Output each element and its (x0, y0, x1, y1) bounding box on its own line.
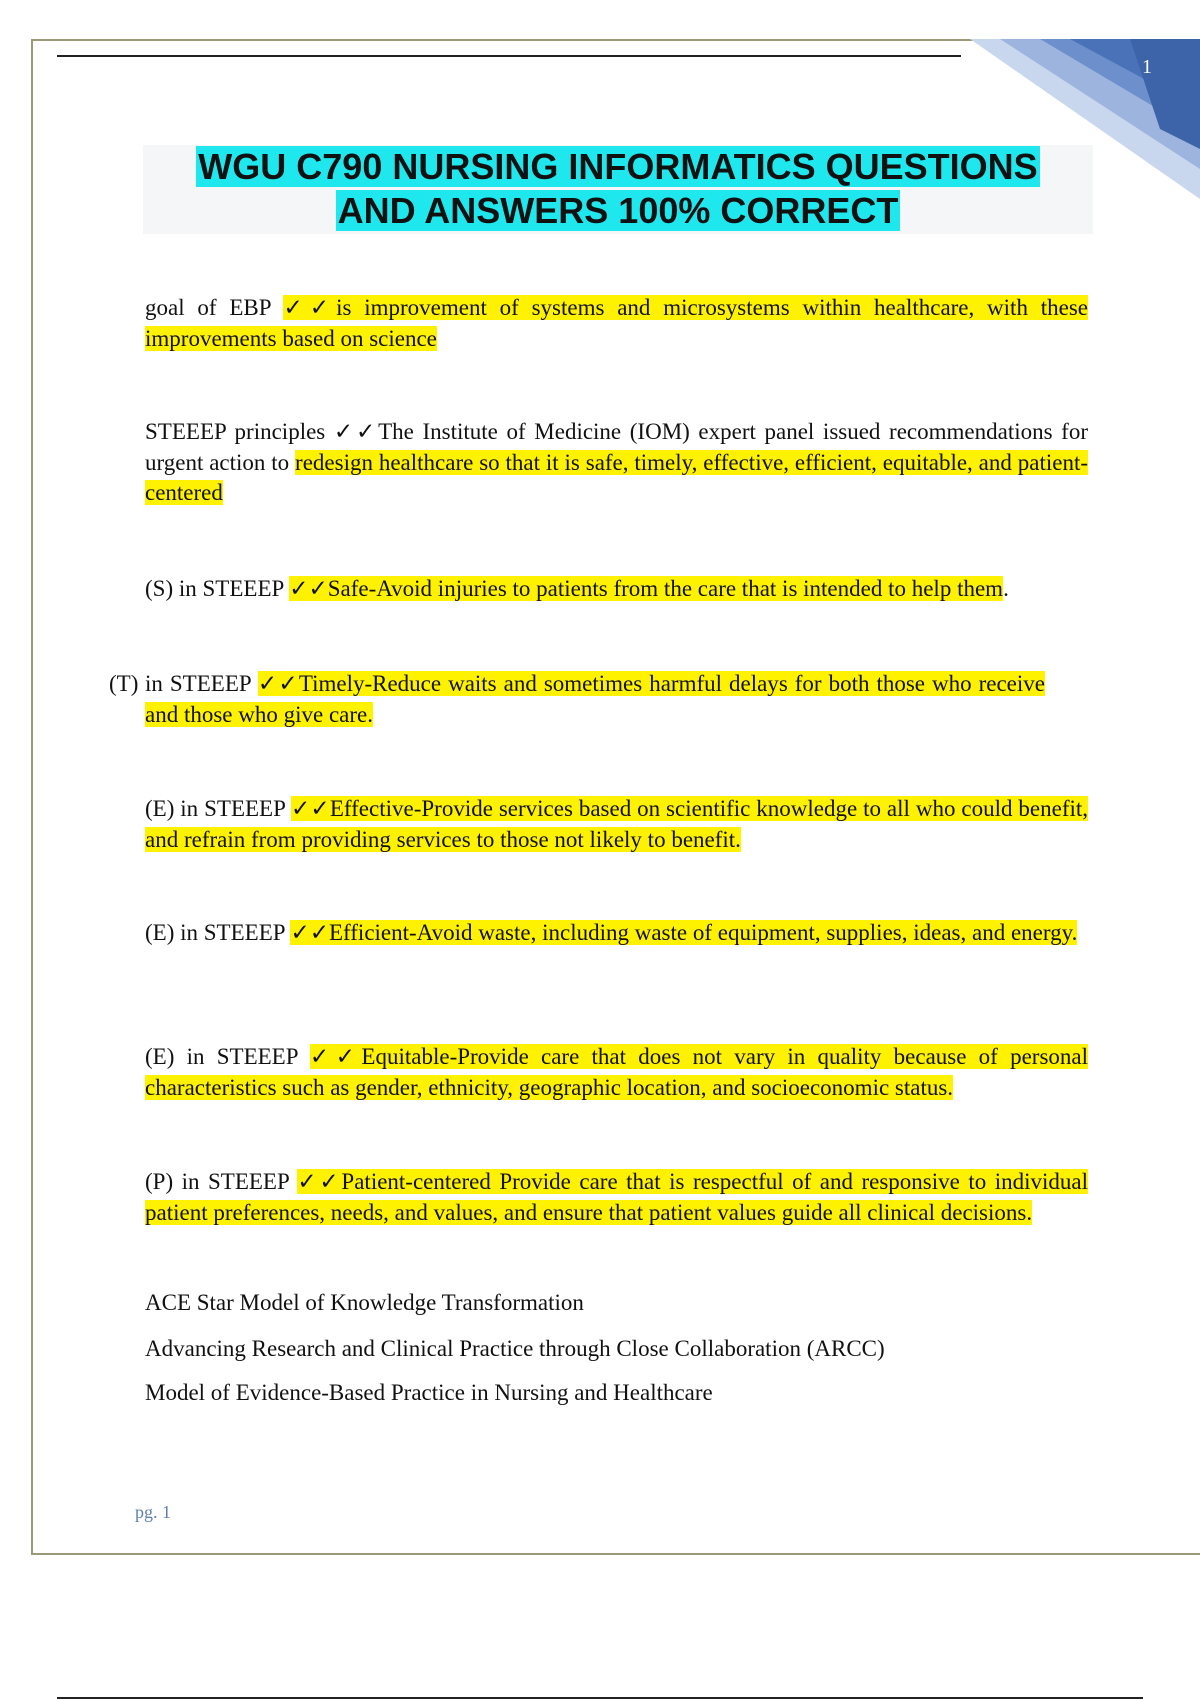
qa-entry (145, 417, 1088, 509)
next-page-rule (57, 1697, 1143, 1699)
title-line-2: AND ANSWERS 100% CORRECT (337, 190, 899, 231)
entry-term: STEEEP principles ✓✓The Institute of Medicine (IOM) expert panel issued recommendations for urgent action to (145, 419, 1088, 475)
model-line: Advancing Research and Clinical Practice through Close Collaboration (ARCC) (145, 1336, 885, 1361)
entry-answer: ✓✓Timely-Reduce waits and sometimes harmful delays for both those who receive and those who give care. (145, 671, 1045, 727)
footer-page-label: pg. 1 (135, 1502, 171, 1522)
qa-entry (145, 918, 1088, 949)
entry-term: (E) in STEEEP (145, 1044, 310, 1069)
entry-answer: ✓✓Safe-Avoid injuries to patients from the care that is intended to help them (289, 576, 1004, 601)
model-line: ACE Star Model of Knowledge Transformation (145, 1290, 584, 1315)
qa-entry (109, 669, 1045, 730)
document-title (143, 145, 1093, 234)
entry-answer: ✓✓Equitable-Provide care that does not vary in quality because of personal characteristics such as gender, ethnicity, geographic location, and socioeconomic status. (145, 1044, 1088, 1100)
entry-term: goal of EBP (145, 295, 284, 320)
qa-entry (145, 574, 1088, 605)
qa-entry (145, 293, 1088, 354)
entry-tail: . (1003, 576, 1009, 601)
entry-term: (E) in STEEEP (145, 920, 291, 945)
entry-term: (P) in STEEEP (145, 1169, 298, 1194)
qa-entry (145, 1167, 1088, 1228)
model-line: Model of Evidence-Based Practice in Nursing and Healthcare (145, 1380, 713, 1405)
entry-term: (S) in STEEEP (145, 576, 290, 601)
entry-answer: redesign healthcare so that it is safe, timely, effective, efficient, equitable, and patient-centered (145, 449, 1088, 505)
entry-prefix: (T) (109, 671, 139, 696)
header-rule (57, 55, 961, 57)
entry-answer: ✓✓Patient-centered Provide care that is respectful of and responsive to individual patient preferences, needs, and values, and ensure that patient values guide all clinical decisions. (145, 1169, 1088, 1225)
qa-entry (145, 1042, 1088, 1103)
entry-term: in STEEEP (145, 671, 258, 696)
entry-term: (E) in STEEEP (145, 796, 291, 821)
page-number: 1 (1142, 56, 1152, 78)
entry-answer: ✓✓Effective-Provide services based on scientific knowledge to all who could benefit, and refrain from providing services to those not likely to benefit. (145, 796, 1089, 852)
entry-answer: ✓✓is improvement of systems and microsystems within healthcare, with these improvements based on science (145, 295, 1088, 351)
entry-answer: ✓✓Efficient-Avoid waste, including waste of equipment, supplies, ideas, and energy. (290, 920, 1078, 945)
qa-entry (145, 794, 1088, 855)
title-line-1: WGU C790 NURSING INFORMATICS QUESTIONS (198, 146, 1038, 187)
